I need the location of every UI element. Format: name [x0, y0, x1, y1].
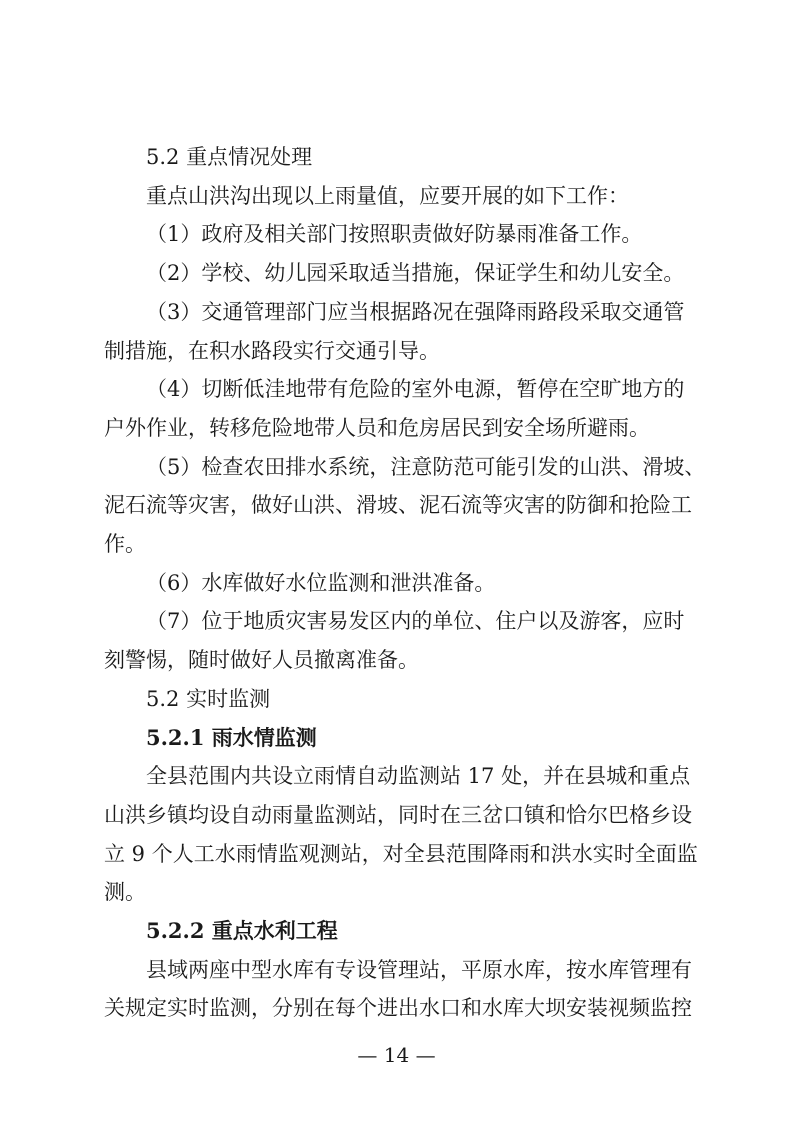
text-line: （7）位于地质灾害易发区内的单位、住户以及游客，应时 [146, 609, 685, 634]
text-line: 5.2 重点情况处理 [146, 145, 313, 169]
text-line: 重点山洪沟出现以上雨量值，应要开展的如下工作： [146, 183, 629, 208]
page-number: — 14 — [357, 1043, 436, 1067]
text-line: 制措施，在积水路段实行交通引导。 [104, 338, 440, 363]
text-line: 作。 [104, 532, 146, 556]
text-line: （5）检查农田排水系统，注意防范可能引发的山洪、滑坡、 [146, 454, 706, 479]
text-line: 山洪乡镇均设自动雨量监测站，同时在三岔口镇和恰尔巴格乡设 [104, 802, 692, 827]
text-line: 关规定实时监测，分别在每个进出水口和水库大坝安装视频监控 [104, 996, 692, 1021]
text-line: 测。 [104, 880, 146, 905]
text-line: 立 9 个人工水雨情监观测站，对全县范围降雨和洪水实时全面监 [104, 841, 698, 866]
text-line: 县域两座中型水库有专设管理站，平原水库，按水库管理有 [146, 957, 692, 982]
text-line: （2）学校、幼儿园采取适当措施，保证学生和幼儿安全。 [146, 261, 685, 286]
text-line: 5.2.2 重点水利工程 [146, 918, 338, 943]
text-line: （3）交通管理部门应当根据路况在强降雨路段采取交通管 [146, 299, 685, 324]
text-line: 全县范围内共设立雨情自动监测站 17 处，并在县城和重点 [146, 764, 691, 789]
text-line: 户外作业，转移危险地带人员和危房居民到安全场所避雨。 [104, 415, 650, 440]
text-line: 5.2.1 雨水情监测 [146, 724, 317, 750]
text-line: （1）政府及相关部门按照职责做好防暴雨准备工作。 [146, 222, 643, 247]
text-line: （6）水库做好水位监测和泄洪准备。 [146, 570, 496, 595]
text-line: （4）切断低洼地带有危险的室外电源，暂停在空旷地方的 [146, 377, 685, 402]
text-line: 5.2 实时监测 [146, 686, 271, 711]
text-line: 刻警惕，随时做好人员撤离准备。 [104, 648, 419, 673]
text-line: 泥石流等灾害，做好山洪、滑坡、泥石流等灾害的防御和抢险工 [104, 493, 692, 518]
